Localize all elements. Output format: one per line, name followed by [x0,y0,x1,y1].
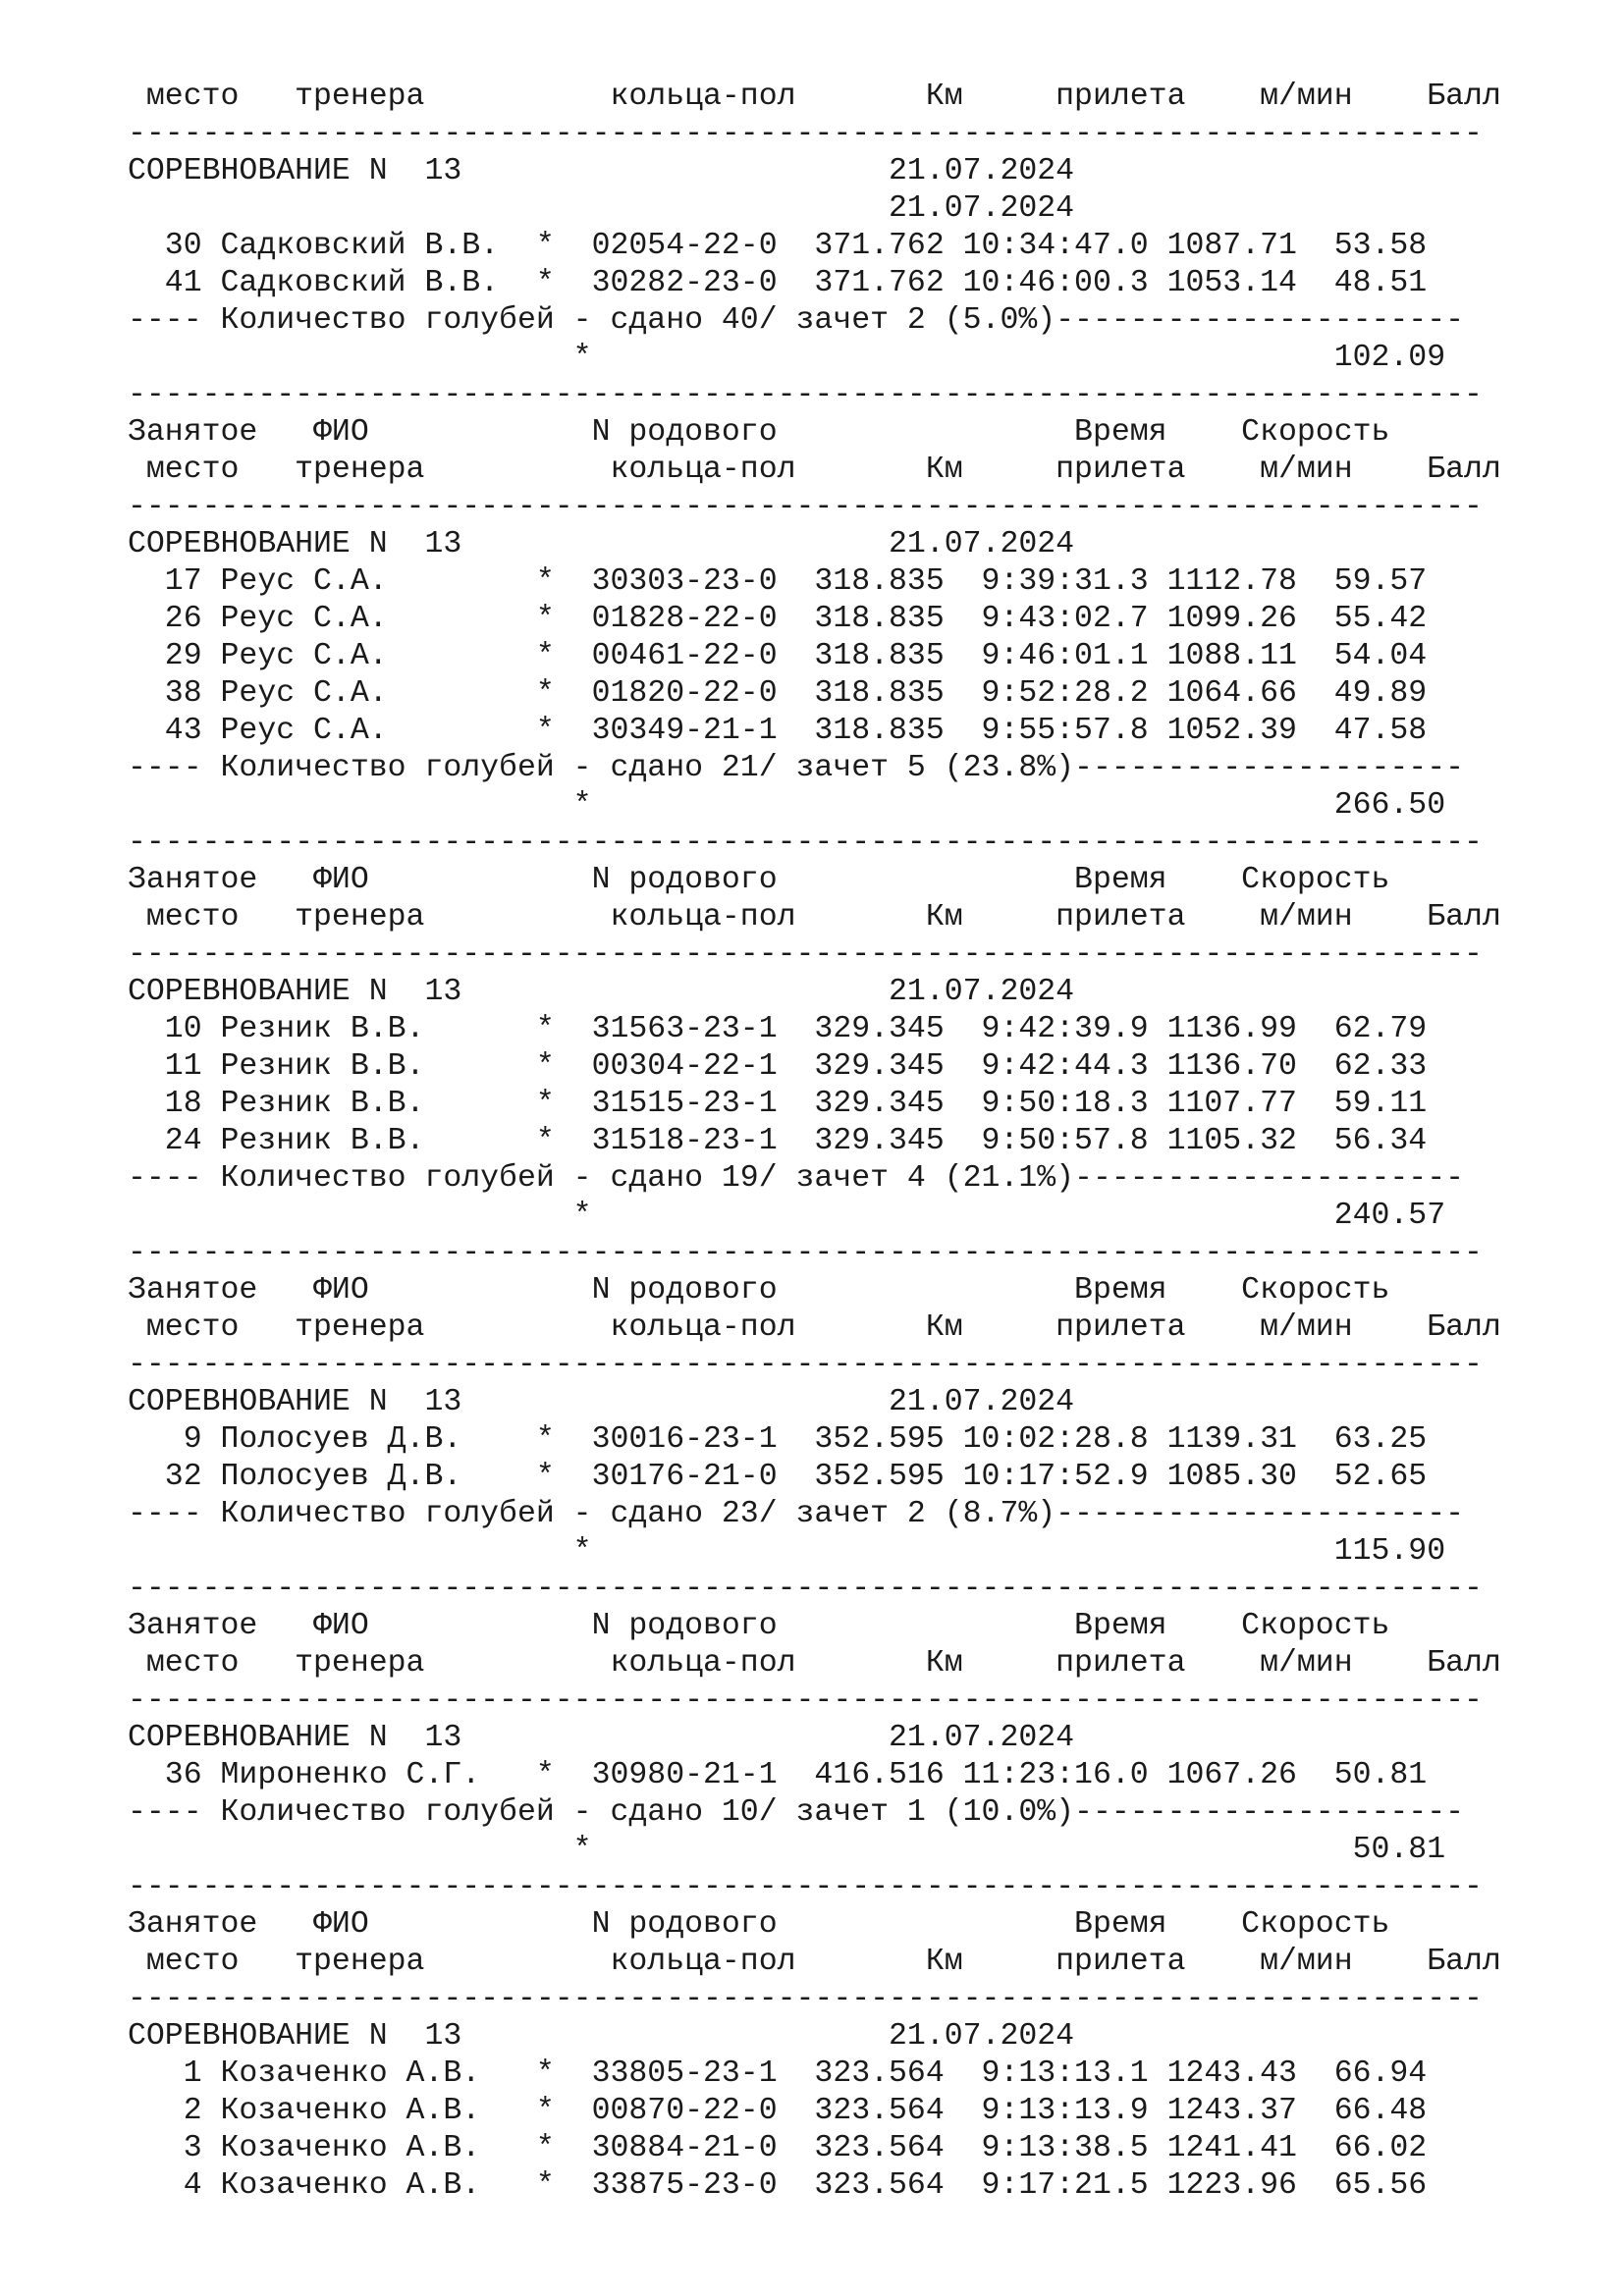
separator-line: ------------------------------------------------------------------------- [128,490,1483,524]
separator-line: ------------------------------------------------------------------------- [128,1683,1483,1718]
column-header-line: место тренера кольца-пол Км прилета м/мин Балл [128,1945,1501,1979]
pigeon-count-summary: ---- Количество голубей - сдано 19/ зачет 4 (21.1%)--------------------- [128,1161,1465,1196]
pigeon-count-summary: ---- Количество голубей - сдано 10/ зачет 1 (10.0%)--------------------- [128,1795,1465,1830]
column-header-line: место тренера кольца-пол Км прилета м/мин Балл [128,900,1501,934]
points-total: * 240.57 [128,1199,1446,1233]
separator-line: ------------------------------------------------------------------------- [128,378,1483,412]
competition-title: СОРЕВНОВАНИЕ N 13 21.07.2024 [128,1385,1075,1419]
competition-title: СОРЕВНОВАНИЕ N 13 21.07.2024 [128,1721,1075,1755]
separator-line: ------------------------------------------------------------------------- [128,1348,1483,1382]
points-total: * 102.09 [128,341,1446,375]
column-header-line: Занятое ФИО N родового Время Скорость [128,1907,1390,1942]
competition-title: СОРЕВНОВАНИЕ N 13 21.07.2024 [128,2019,1075,2054]
competition-title: СОРЕВНОВАНИЕ N 13 21.07.2024 [128,975,1075,1009]
competition-title: СОРЕВНОВАНИЕ N 13 21.07.2024 [128,154,1075,188]
column-header-line: место тренера кольца-пол Км прилета м/мин Балл [128,453,1501,487]
separator-line: ------------------------------------------------------------------------- [128,1236,1483,1270]
result-row: 11 Резник В.В. * 00304-22-1 329.345 9:42:44.3 1136.70 62.33 [128,1049,1428,1084]
separator-line: ------------------------------------------------------------------------- [128,826,1483,860]
pigeon-count-summary: ---- Количество голубей - сдано 21/ зачет 5 (23.8%)--------------------- [128,751,1465,785]
column-header-line: Занятое ФИО N родового Время Скорость [128,1609,1390,1643]
result-row: 3 Козаченко А.В. * 30884-21-0 323.564 9:13:38.5 1241.41 66.02 [128,2131,1428,2165]
result-row: 24 Резник В.В. * 31518-23-1 329.345 9:50:57.8 1105.32 56.34 [128,1124,1428,1158]
result-row: 10 Резник В.В. * 31563-23-1 329.345 9:42:39.9 1136.99 62.79 [128,1012,1428,1046]
pigeon-count-summary: ---- Количество голубей - сдано 23/ зачет 2 (8.7%)---------------------- [128,1497,1465,1531]
results-document [128,79,1561,2205]
separator-line: ------------------------------------------------------------------------- [128,1982,1483,2016]
competition-date-line: 21.07.2024 [128,191,1075,226]
separator-line: ------------------------------------------------------------------------- [128,1870,1483,1904]
points-total: * 50.81 [128,1833,1446,1867]
result-row: 18 Резник В.В. * 31515-23-1 329.345 9:50:18.3 1107.77 59.11 [128,1087,1428,1121]
result-row: 4 Козаченко А.В. * 33875-23-0 323.564 9:17:21.5 1223.96 65.56 [128,2168,1428,2203]
pigeon-count-summary: ---- Количество голубей - сдано 40/ зачет 2 (5.0%)---------------------- [128,303,1465,338]
result-row: 32 Полосуев Д.В. * 30176-21-0 352.595 10:17:52.9 1085.30 52.65 [128,1460,1428,1494]
result-row: 38 Реус С.А. * 01820-22-0 318.835 9:52:28.2 1064.66 49.89 [128,676,1428,711]
result-row: 43 Реус С.А. * 30349-21-1 318.835 9:55:57.8 1052.39 47.58 [128,714,1428,748]
column-header-line: место тренера кольца-пол Км прилета м/мин Балл [128,1310,1501,1345]
points-total: * 266.50 [128,788,1446,823]
result-row: 29 Реус С.А. * 00461-22-0 318.835 9:46:01.1 1088.11 54.04 [128,639,1428,673]
result-row: 41 Садковский В.В. * 30282-23-0 371.762 10:46:00.3 1053.14 48.51 [128,266,1428,300]
result-row: 17 Реус С.А. * 30303-23-0 318.835 9:39:31.3 1112.78 59.57 [128,564,1428,599]
separator-line: ------------------------------------------------------------------------- [128,937,1483,972]
column-header-line: Занятое ФИО N родового Время Скорость [128,863,1390,897]
separator-line: ------------------------------------------------------------------------- [128,117,1483,151]
result-row: 36 Мироненко С.Г. * 30980-21-1 416.516 11:23:16.0 1067.26 50.81 [128,1758,1428,1792]
competition-title: СОРЕВНОВАНИЕ N 13 21.07.2024 [128,527,1075,561]
column-header-line: Занятое ФИО N родового Время Скорость [128,1273,1390,1308]
separator-line: ------------------------------------------------------------------------- [128,1572,1483,1606]
column-header-line: Занятое ФИО N родового Время Скорость [128,415,1390,450]
points-total: * 115.90 [128,1534,1446,1569]
column-header-line: место тренера кольца-пол Км прилета м/мин Балл [128,1646,1501,1681]
column-header-line: место тренера кольца-пол Км прилета м/мин Балл [128,80,1501,114]
result-row: 30 Садковский В.В. * 02054-22-0 371.762 10:34:47.0 1087.71 53.58 [128,229,1428,263]
result-row: 2 Козаченко А.В. * 00870-22-0 323.564 9:13:13.9 1243.37 66.48 [128,2094,1428,2128]
result-row: 1 Козаченко А.В. * 33805-23-1 323.564 9:13:13.1 1243.43 66.94 [128,2056,1428,2091]
result-row: 9 Полосуев Д.В. * 30016-23-1 352.595 10:02:28.8 1139.31 63.25 [128,1422,1428,1457]
result-row: 26 Реус С.А. * 01828-22-0 318.835 9:43:02.7 1099.26 55.42 [128,602,1428,636]
